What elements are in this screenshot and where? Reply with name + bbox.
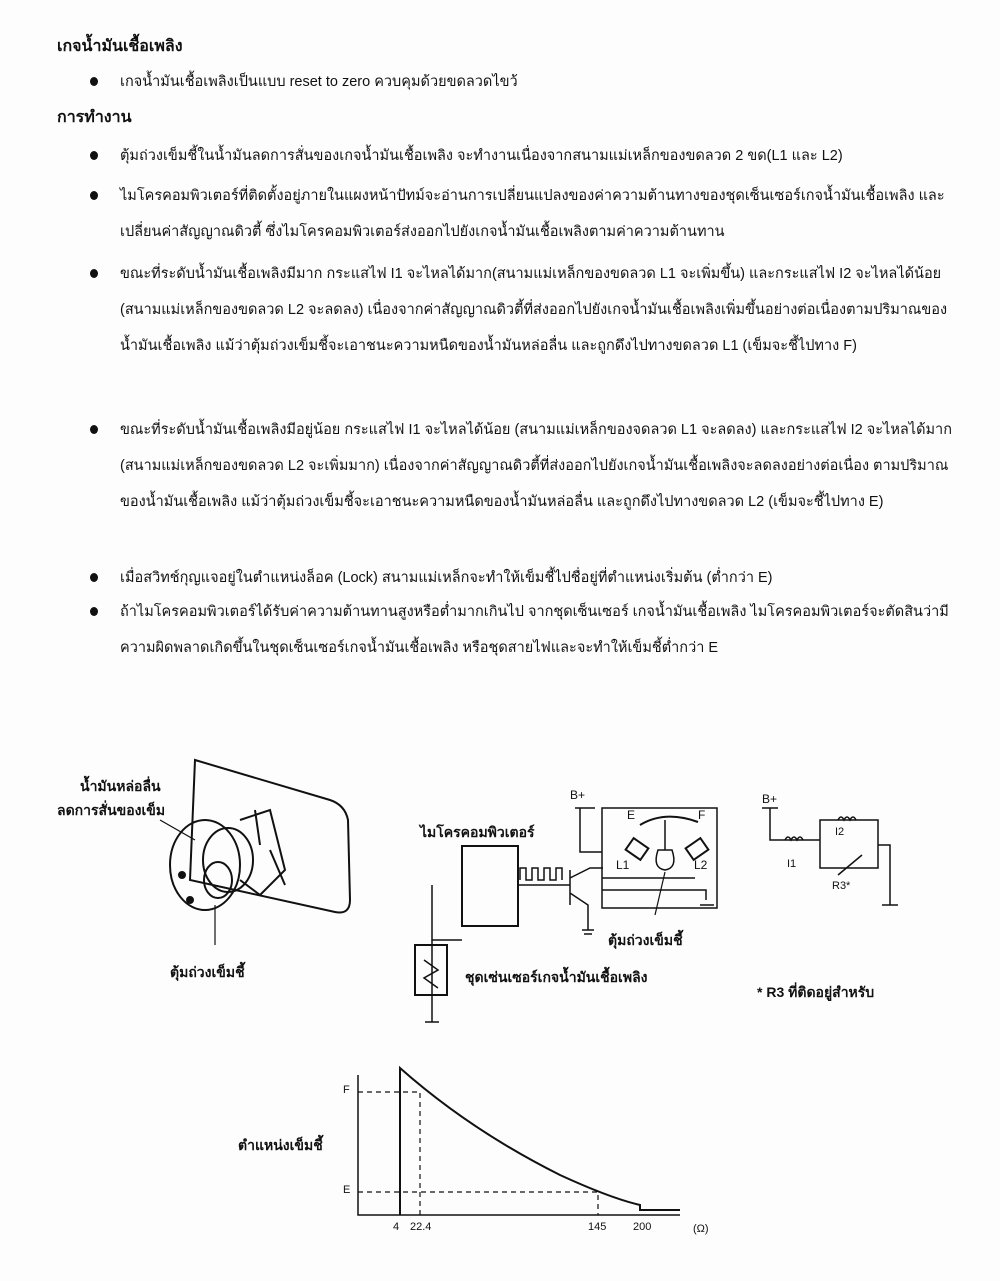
graph-x-tick: 145 (588, 1221, 607, 1233)
operation-heading: การทำงาน (57, 109, 132, 126)
graph-x-unit: (Ω) (693, 1223, 709, 1235)
label-microcomputer: ไมโครคอมพิวเตอร์ (420, 824, 535, 840)
label-f: F (698, 808, 706, 822)
graph-x-tick: 200 (633, 1221, 652, 1233)
bullet-text: ขณะที่ระดับน้ำมันเชื้อเพลิงมีมาก กระแสไฟ I1 จะไหลได้มาก(สนามแม่เหล็กของขดลวด L1 จะเพิ่มขึ้น) และกระแสไฟ I2 จะไหลได้น้อย (สนามแม่เหล็กของขดลวด L2 จะลดลง) เนื่องจากค่าสัญญาณดิวตี้ที่ส่งออกไปยังเกจน้ำมันเชื้อเพลิงเพิ่มขึ้นอย่างต่อเนื่องตามปริมาณของน้ำมันเชื้อเพลิง แม้ว่าตุ้มถ่วงเข็มชี้จะเอาชนะความหนืดของน้ำมันหล่อลื่น และถูกดึงไปทางขดลวด L1 (เข็มจะชี้ไปทาง F) (120, 266, 948, 354)
graph-x-tick: 22.4 (410, 1221, 432, 1233)
bullet-text: ตุ้มถ่วงเข็มชี้ในน้ำมันลดการสั่นของเกจน้ำมันเชื้อเพลิง จะทำงานเนื่องจากสนามแม่เหล็กของขดลวด 2 ขด(L1 และ L2) (120, 148, 843, 164)
section-title: เกจน้ำมันเชื้อเพลิง (57, 38, 183, 55)
bullet-text: เกจน้ำมันเชื้อเพลิงเป็นแบบ reset to zero ควบคุมด้วยขดลวดไขว้ (120, 74, 518, 90)
label-damping: ลดการสั่นของเข็ม (57, 802, 166, 818)
bullet-text: ถ้าไมโครคอมพิวเตอร์ได้รับค่าความต้านทานสูงหรือต่ำมากเกินไป จากชุดเซ็นเซอร์ เกจน้ำมันเชื้อเพลิง ไมโครคอมพิวเตอร์จะตัดสินว่ามีความผิดพลาดเกิดขึ้นในชุดเซ็นเซอร์เกจน้ำมันเชื้อเพลิง หรือชุดสายไฟและจะทำให้เข็มชี้ต่ำกว่า E (120, 604, 949, 656)
label-eq-b-plus: B+ (762, 792, 778, 806)
label-l1: L1 (616, 858, 630, 872)
bullet-text: เมื่อสวิทช์กุญแจอยู่ในตำแหน่งล็อค (Lock) สนามแม่เหล็กจะทำให้เข็มชี้ไปชื่อยู่ที่ตำแหน่งเริ่มต้น (ต่ำกว่า E) (120, 570, 773, 586)
bullet-text: ไมโครคอมพิวเตอร์ที่ติดตั้งอยู่ภายในแผงหน้าปัทม์จะอ่านการเปลี่ยนแปลงของค่าความต้านทางของชุดเซ็นเซอร์เกจน้ำมันเชื้อเพลิง และเปลี่ยนค่าสัญญาณดิวตี้ ซึ่งไมโครคอมพิวเตอร์ส่งออกไปยังเกจน้ำมันเชื้อเพลิงตามค่าความต้านทาน (120, 188, 945, 240)
label-i1: I1 (787, 858, 797, 870)
label-sensor: ชุดเซ่นเซอร์เกจน้ำมันเชื้อเพลิง (465, 969, 648, 985)
label-l2: L2 (694, 858, 708, 872)
label-i2: I2 (835, 826, 845, 838)
label-e: E (627, 808, 636, 822)
gauge-mechanism-illustration (160, 760, 350, 945)
label-oil: น้ำมันหล่อลื่น (80, 778, 161, 794)
r3-note: * R3 ที่ติดอยู่สำหรับ (757, 984, 875, 1000)
pointer-position-graph (358, 1068, 680, 1215)
label-weight: ตุ้มถ่วงเข็มชี้ (170, 964, 245, 980)
label-pointer-weight: ตุ้มถ่วงเข็มชี้ (608, 932, 683, 948)
label-r3: R3* (832, 880, 851, 892)
graph-x-tick: 4 (393, 1221, 400, 1233)
bullet-text: ขณะที่ระดับน้ำมันเชื้อเพลิงมีอยู่น้อย กระแสไฟ I1 จะไหลได้น้อย (สนามแม่เหล็กของจดลวด L1 จะลดลง) และกระแสไฟ I2 จะไหลได้มาก (สนามแม่เหล็กของขดลวด L2 จะเพิ่มมาก) เนื่องจากค่าสัญญาณดิวตี้ที่ส่งออกไปยังเกจน้ำมันเชื้อเพลิงจะลดลงอย่างต่อเนื่อง ตามปริมาณของน้ำมันเชื้อเพลิง แม้ว่าตุ้มถ่วงเข็มชี้จะเอาชนะความหนืดของน้ำมันหล่อลื่น และถูกดึงไปทางขดลวด L2 (เข็มจะชี้ไปทาง E) (120, 422, 952, 510)
graph-y-label: ตำแหน่งเข็มชี้ (238, 1137, 323, 1153)
graph-curve (400, 1068, 680, 1215)
graph-y-tick-f: F (343, 1084, 350, 1096)
label-b-plus: B+ (570, 788, 586, 802)
graph-y-tick-e: E (343, 1184, 351, 1196)
equivalent-circuit (762, 808, 898, 905)
